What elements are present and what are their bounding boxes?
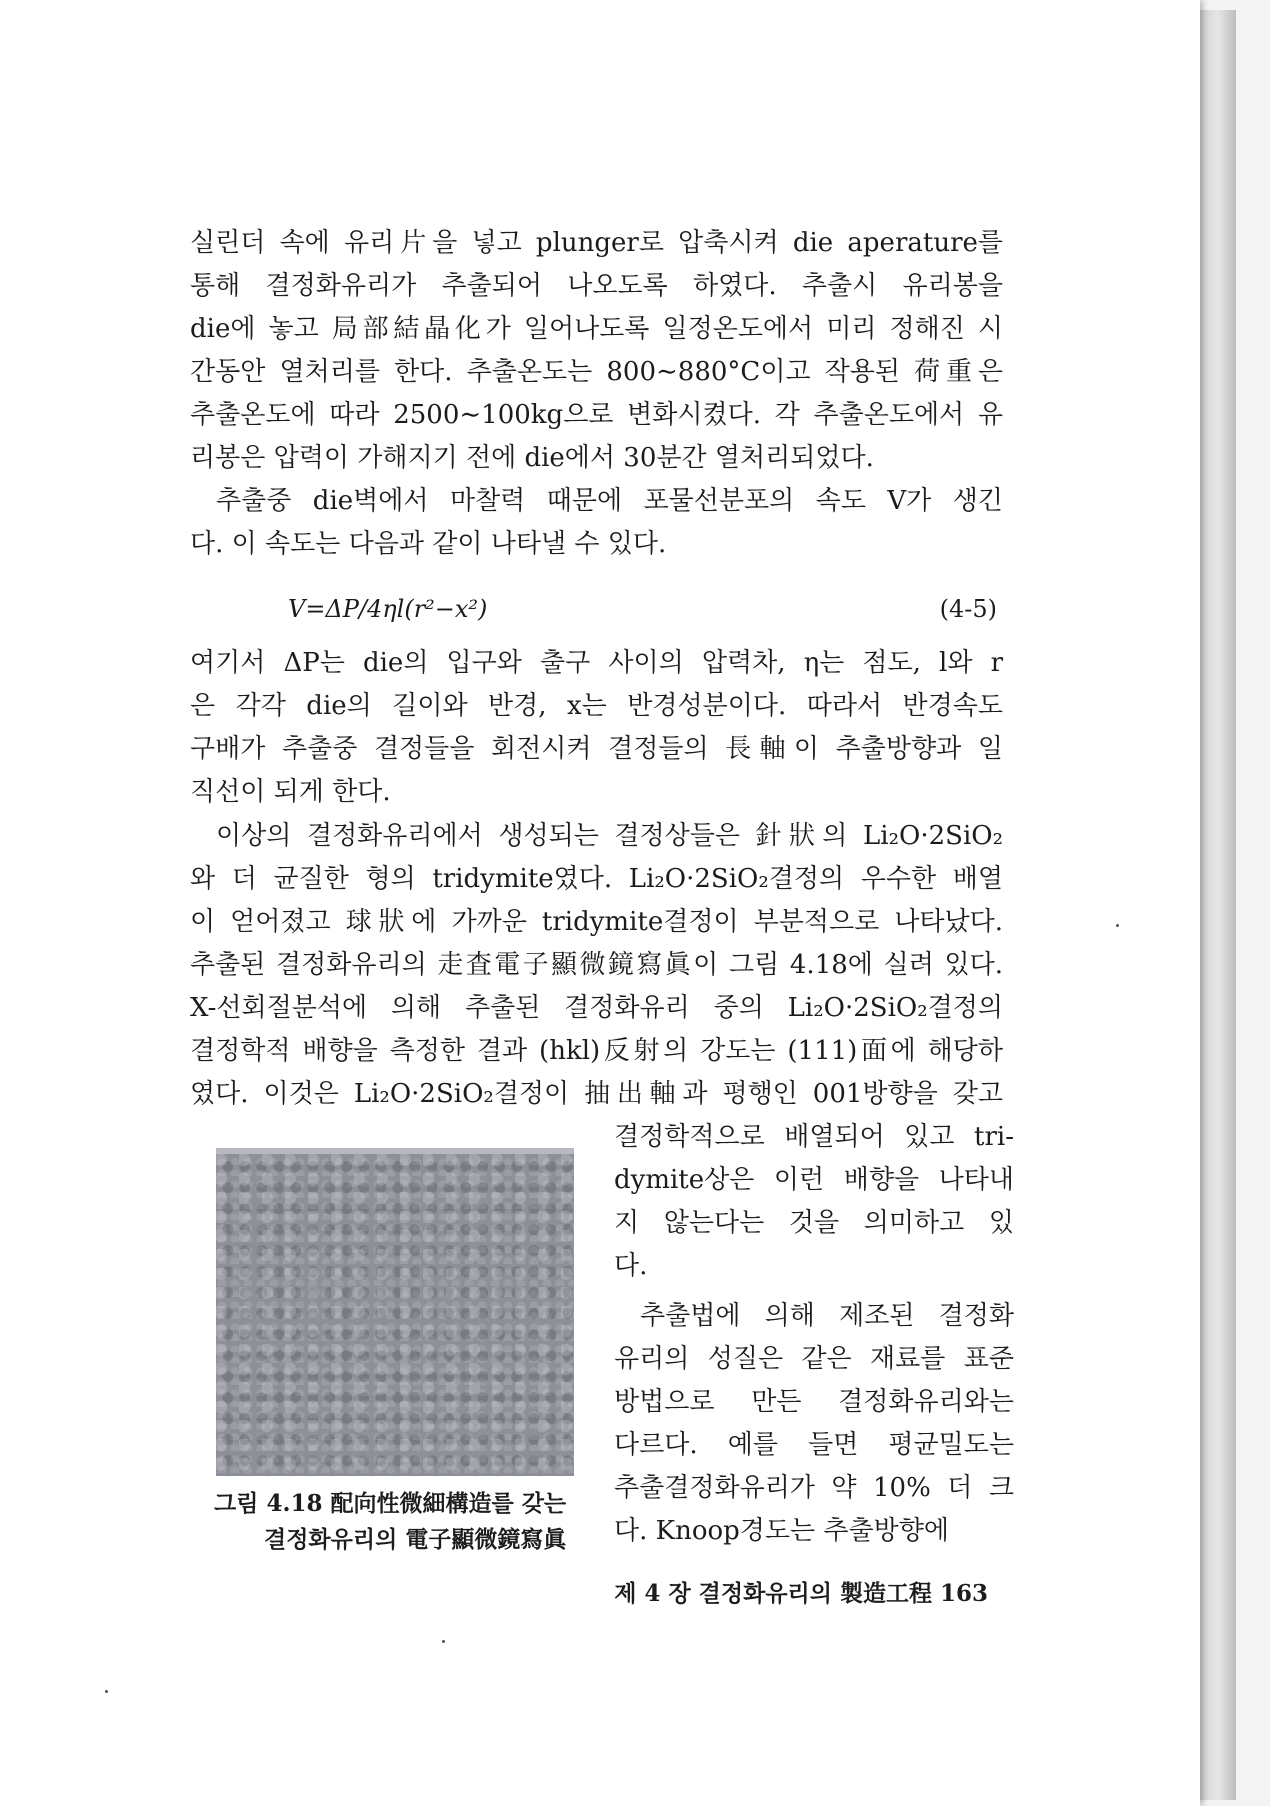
caption-line: 그림 4.18 配向性微細構造를 갖는 [214, 1490, 567, 1517]
text-line: 직선이 되게 한다. [190, 777, 391, 807]
figure-caption [214, 1486, 594, 1558]
text-line: 은 각각 die의 길이와 반경, x는 반경성분이다. 따라서 반경속도 [190, 691, 1003, 721]
text-line: dymite상은 이런 배향을 나타내 [614, 1165, 1014, 1195]
text-line: 결정학적 배향을 측정한 결과 (hkl)反射의 강도는 (111)面에 해당하 [190, 1036, 1003, 1066]
running-footer: 제 4 장 결정화유리의 製造工程 163 [614, 1580, 988, 1607]
text-line: 추출결정화유리가 약 10% 더 크 [614, 1473, 1014, 1503]
text-line: X-선회절분석에 의해 추출된 결정화유리 중의 Li₂O·2SiO₂결정의 [190, 993, 1003, 1023]
text-line: 지 않는다는 것을 의미하고 있 [614, 1208, 1014, 1238]
text-line: 여기서 ΔP는 die의 입구와 출구 사이의 압력차, η는 점도, l와 r [190, 648, 1003, 678]
text-line: 이상의 결정화유리에서 생성되는 결정상들은 針狀의 Li₂O·2SiO₂ [216, 821, 1003, 851]
paragraph-extrusion-process [190, 222, 1003, 480]
text-line: 실린더 속에 유리片을 넣고 plunger로 압축시켜 die aperature를 [190, 228, 1003, 258]
text-line: 추출법에 의해 제조된 결정화 [640, 1301, 1014, 1331]
caption-line: 결정화유리의 電子顯微鏡寫眞 [264, 1526, 567, 1553]
print-speck [105, 1690, 108, 1693]
paragraph-variable-definitions [190, 642, 1003, 814]
text-line: 간동안 열처리를 한다. 추출온도는 800∼880°C이고 작용된 荷重은 [190, 357, 1003, 387]
equation-expression: V=ΔP/4ηl(r²−x²) [288, 595, 488, 623]
text-line: 결정학적으로 배열되어 있고 tri- [614, 1122, 1014, 1152]
text-line: 추출온도에 따라 2500∼100kg으로 변화시켰다. 각 추출온도에서 유 [190, 400, 1003, 430]
text-line: 유리의 성질은 같은 재료를 표준 [614, 1344, 1014, 1374]
text-line: 방법으로 만든 결정화유리와는 [614, 1387, 1014, 1417]
text-line: 다. [614, 1251, 648, 1281]
print-speck [1116, 924, 1119, 927]
paragraph-crystal-phases-continued [614, 1116, 1014, 1288]
text-line: 추출중 die벽에서 마찰력 때문에 포물선분포의 속도 V가 생긴 [216, 486, 1003, 516]
paragraph-velocity [190, 480, 1003, 566]
equation-number: (4-5) [939, 595, 997, 623]
paragraph-crystal-phases [190, 815, 1003, 1116]
text-line: die에 놓고 局部結晶化가 일어나도록 일정온도에서 미리 정해진 시 [190, 314, 1003, 344]
text-line: 구배가 추출중 결정들을 회전시켜 결정들의 長軸이 추출방향과 일 [190, 734, 1003, 764]
text-line: 리봉은 압력이 가해지기 전에 die에서 30분간 열처리되었다. [190, 443, 874, 473]
text-line: 다. 이 속도는 다음과 같이 나타낼 수 있다. [190, 529, 667, 559]
page-stack-edge [1196, 10, 1236, 1800]
text-line: 와 더 균질한 형의 tridymite였다. Li₂O·2SiO₂결정의 우수한 배열 [190, 864, 1003, 894]
text-line: 통해 결정화유리가 추출되어 나오도록 하였다. 추출시 유리봉을 [190, 271, 1003, 301]
equation-4-5 [190, 588, 1003, 631]
text-line: 다. Knoop경도는 추출방향에 [614, 1516, 949, 1546]
text-line: 추출된 결정화유리의 走査電子顯微鏡寫眞이 그림 4.18에 실려 있다. [190, 950, 1003, 980]
paragraph-extruded-properties [614, 1295, 1014, 1553]
print-speck [442, 1640, 445, 1643]
text-line: 다르다. 예를 들면 평균밀도는 [614, 1430, 1014, 1460]
text-line: 이 얻어졌고 球狀에 가까운 tridymite결정이 부분적으로 나타났다. [190, 907, 1003, 937]
text-line: 였다. 이것은 Li₂O·2SiO₂결정이 抽出軸과 평행인 001방향을 갖고 [190, 1079, 1003, 1109]
electron-micrograph-image [216, 1148, 574, 1476]
